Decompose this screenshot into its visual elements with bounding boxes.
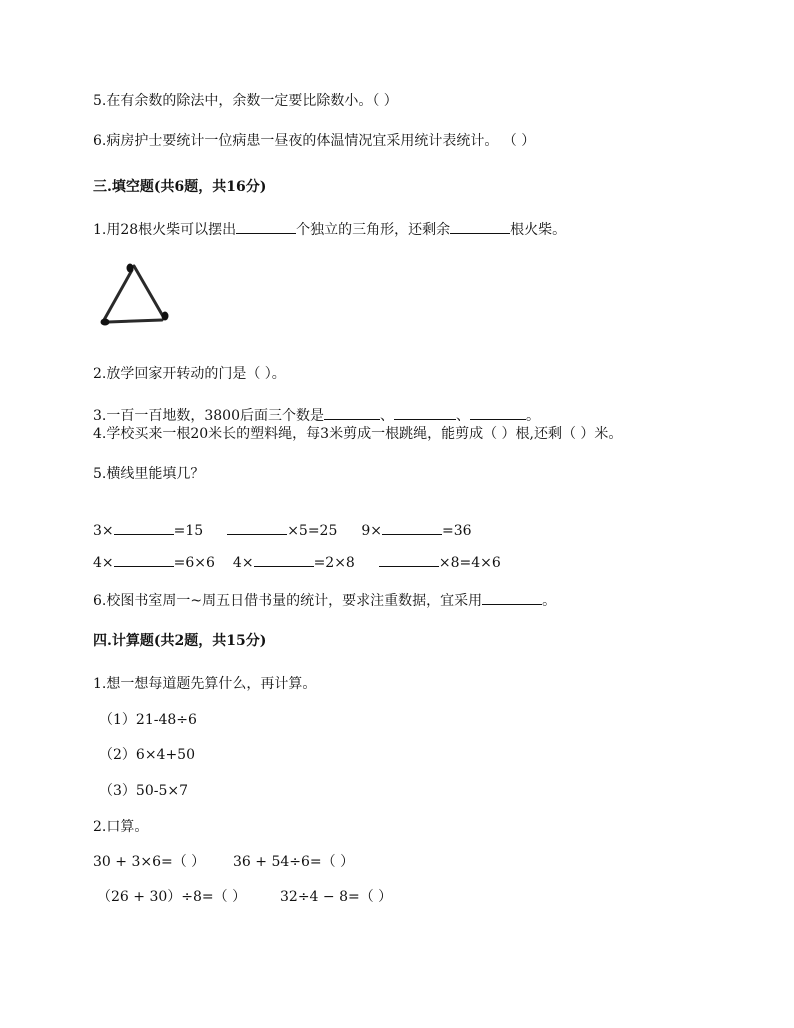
answer-blank[interactable] [324,405,380,420]
answer-blank[interactable] [382,520,442,535]
equation-text: 9× [361,523,383,539]
answer-blank[interactable] [482,590,542,605]
section-4-heading: 四.计算题(共2题，共15分) [93,633,267,649]
answer-blank[interactable] [114,520,174,535]
calc-item-1: （1）21-48÷6 [99,712,197,728]
fill-q1-text-b: 个独立的三角形，还剩余 [296,222,451,238]
equation-text: =36 [442,523,472,539]
answer-blank[interactable] [379,552,439,567]
fill-question-4: 4.学校买来一根20米长的塑料绳，每3米剪成一根跳绳，能剪成（ ）根,还剩（ ）米。 [93,426,623,442]
answer-blank[interactable] [114,552,174,567]
fill-question-1 [93,219,566,239]
equation-text: 4× [93,555,114,571]
fill-question-2: 2.放学回家开转动的门是（ ）。 [93,366,286,382]
equation-text: 3× [93,523,114,539]
answer-blank[interactable] [227,520,287,535]
judge-question-6: 6.病房护士要统计一位病患一昼夜的体温情况宜采用统计表统计。 （ ） [93,133,536,149]
equation-text: =15 [173,523,204,539]
fill-q3-text: 3.一百一百地数，3800后面三个数是 [93,408,324,424]
period: 。 [526,408,540,424]
equation-text: =6×6 [173,555,215,571]
section-3-heading: 三.填空题(共6题，共16分) [93,179,267,195]
calc-question-2: 2.口算。 [93,819,149,835]
calc-item-3: （3）50-5×7 [99,783,188,799]
fill-q1-text-c: 根火柴。 [510,222,567,238]
equation-text: ×8=4×6 [438,555,501,571]
answer-blank[interactable] [470,405,526,420]
answer-blank[interactable] [450,219,510,234]
separator: 、 [380,408,394,424]
equation-text: =2×8 [313,555,355,571]
fill-q1-text-a: 1.用28根火柴可以摆出 [93,222,237,238]
judge-question-5: 5.在有余数的除法中，余数一定要比除数小。（ ） [93,93,398,109]
calc-question-1: 1.想一想每道题先算什么，再计算。 [93,676,317,692]
equation-text: 4× [232,555,254,571]
equation-text: ×5=25 [287,523,338,539]
fill-q6-text: 6.校图书室周一~周五日借书量的统计，要求注重数据，宜采用 [93,593,483,609]
answer-blank[interactable] [236,219,296,234]
matchstick-triangle-icon [96,258,176,328]
mental-calc-row-2-b: 32÷4 − 8=（ ） [280,889,393,905]
mental-calc-row-1-b: 36 + 54÷6=（ ） [233,854,355,870]
fill-q5-row-1 [93,520,472,540]
period: 。 [542,593,557,609]
calc-item-2: （2）6×4+50 [99,747,195,763]
mental-calc-row-1-a: 30 + 3×6=（ ） [93,854,206,870]
mental-calc-row-2-a: （26 + 30）÷8=（ ） [97,889,247,905]
fill-question-6 [93,590,556,610]
separator: 、 [456,408,470,424]
fill-question-3 [93,405,540,425]
fill-q5-row-2 [93,552,501,572]
answer-blank[interactable] [394,405,456,420]
answer-blank[interactable] [254,552,314,567]
fill-question-5: 5.横线里能填几？ [93,466,205,482]
